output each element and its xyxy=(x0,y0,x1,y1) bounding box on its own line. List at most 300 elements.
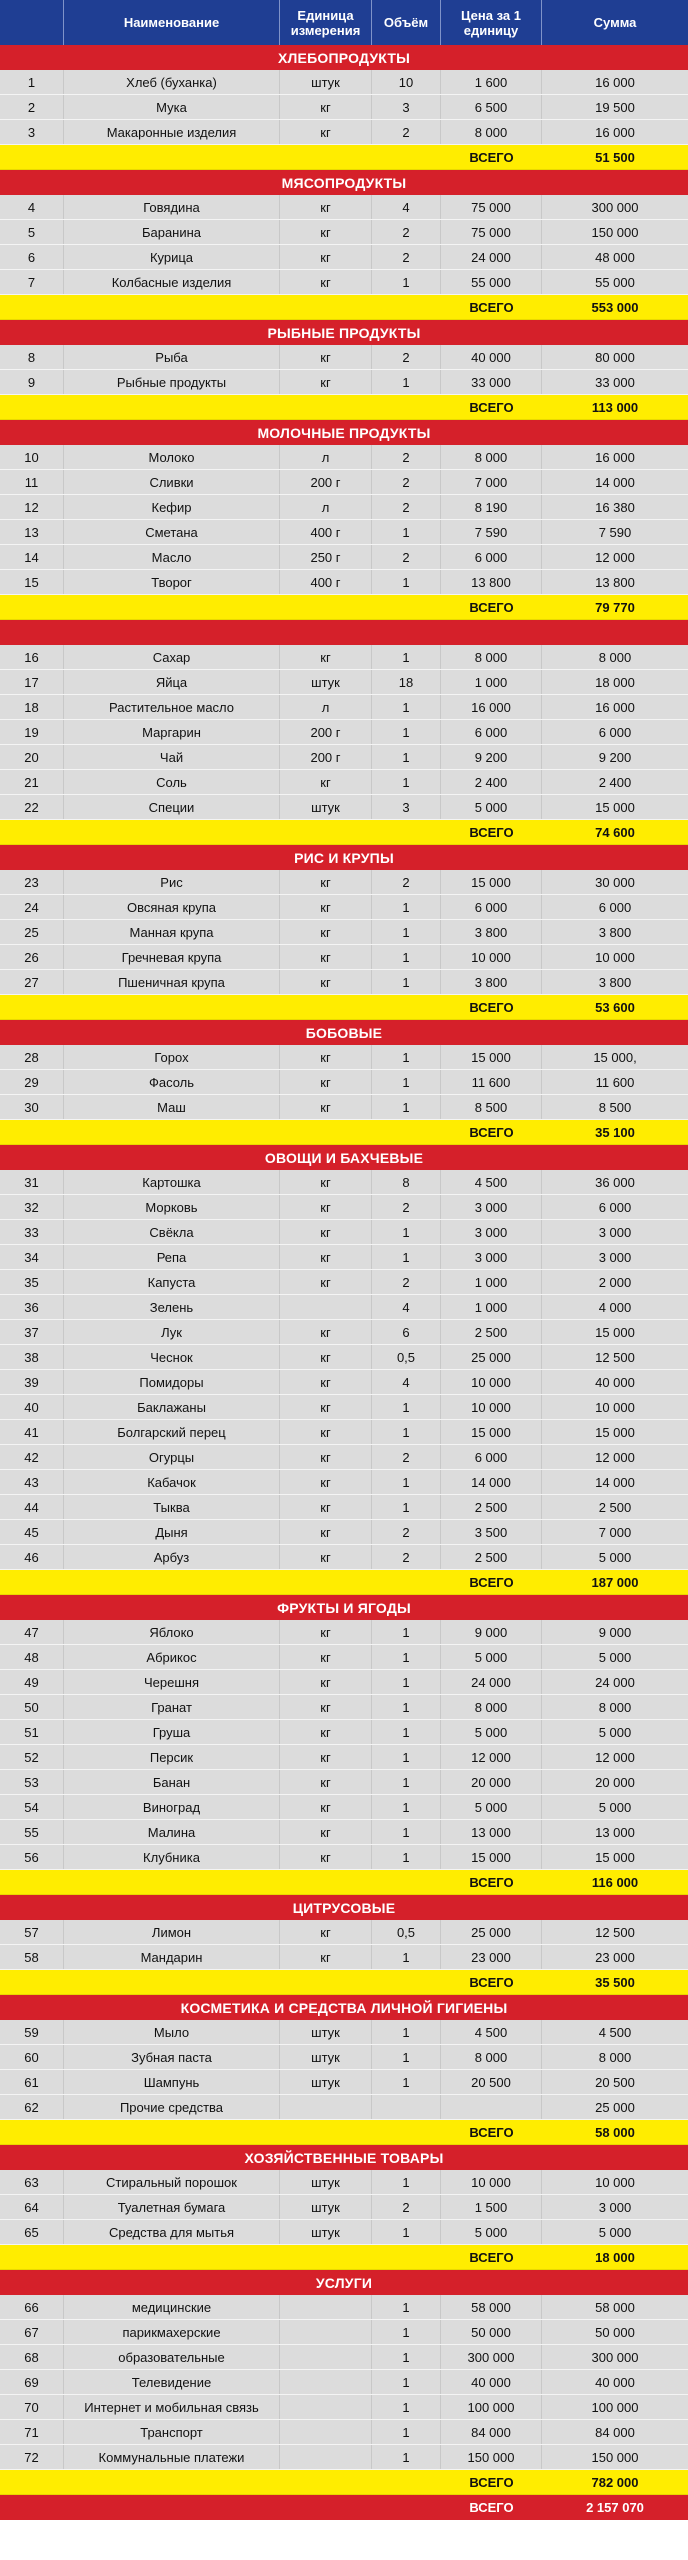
item-sum: 100 000 xyxy=(591,2399,639,2415)
item-unit: кг xyxy=(280,1945,372,1969)
item-sum: 55 000 xyxy=(595,274,635,290)
item-num: 70 xyxy=(0,2395,64,2419)
item-num: 46 xyxy=(0,1545,64,1569)
item-name: Зелень xyxy=(64,1295,280,1319)
item-qty: 1 xyxy=(372,2420,441,2444)
item-num: 45 xyxy=(0,1520,64,1544)
item-price: 5 000 xyxy=(441,2220,542,2244)
item-num: 28 xyxy=(0,1045,64,1069)
item-sum: 11 600 xyxy=(595,1074,635,1090)
section-total-value: 35 500 xyxy=(595,1974,635,1990)
table-row xyxy=(0,570,688,595)
grand-total-row xyxy=(0,2495,688,2520)
section-total-value: 553 000 xyxy=(591,299,639,315)
section-total-row xyxy=(0,1870,688,1895)
item-sum: 6 000 xyxy=(598,724,632,740)
item-price: 1 000 xyxy=(441,670,542,694)
item-name: Репа xyxy=(64,1245,280,1269)
item-num: 44 xyxy=(0,1495,64,1519)
item-qty: 4 xyxy=(372,1295,441,1319)
item-num: 72 xyxy=(0,2445,64,2469)
item-price: 3 000 xyxy=(441,1195,542,1219)
item-sum: 33 000 xyxy=(595,374,635,390)
item-sum: 14 000 xyxy=(595,1474,635,1490)
item-sum: 12 000 xyxy=(595,1449,635,1465)
item-name: Клубника xyxy=(64,1845,280,1869)
item-name: Мыло xyxy=(64,2020,280,2044)
item-name: Рис xyxy=(64,870,280,894)
item-num: 24 xyxy=(0,895,64,919)
item-qty: 2 xyxy=(372,1545,441,1569)
category-header: ХОЗЯЙСТВЕННЫЕ ТОВАРЫ xyxy=(0,2145,688,2170)
item-qty: 2 xyxy=(372,870,441,894)
section-total-label: ВСЕГО xyxy=(469,2249,514,2265)
item-num: 13 xyxy=(0,520,64,544)
item-qty: 1 xyxy=(372,920,441,944)
item-name: Сметана xyxy=(64,520,280,544)
item-sum: 19 500 xyxy=(595,99,635,115)
item-num: 49 xyxy=(0,1670,64,1694)
item-num: 9 xyxy=(0,370,64,394)
item-unit: кг xyxy=(280,120,372,144)
item-price: 55 000 xyxy=(441,270,542,294)
table-row xyxy=(0,1720,688,1745)
item-name: Курица xyxy=(64,245,280,269)
item-num: 67 xyxy=(0,2320,64,2344)
table-row xyxy=(0,1545,688,1570)
item-qty: 1 xyxy=(372,2345,441,2369)
item-name: Манная крупа xyxy=(64,920,280,944)
item-unit: штук xyxy=(280,2195,372,2219)
item-qty: 1 xyxy=(372,2395,441,2419)
item-unit: кг xyxy=(280,220,372,244)
item-num: 16 xyxy=(0,645,64,669)
item-price: 25 000 xyxy=(441,1345,542,1369)
item-name: Хлеб (буханка) xyxy=(64,70,280,94)
item-sum: 150 000 xyxy=(591,224,639,240)
item-qty: 10 xyxy=(372,70,441,94)
item-name: Яблоко xyxy=(64,1620,280,1644)
item-qty: 2 xyxy=(372,1270,441,1294)
item-num: 34 xyxy=(0,1245,64,1269)
table-row xyxy=(0,870,688,895)
category-header xyxy=(0,620,688,645)
table-row xyxy=(0,1495,688,1520)
item-num: 3 xyxy=(0,120,64,144)
table-row xyxy=(0,1045,688,1070)
item-unit: кг xyxy=(280,1820,372,1844)
item-name: Коммунальные платежи xyxy=(64,2445,280,2469)
item-name: Банан xyxy=(64,1770,280,1794)
item-price: 10 000 xyxy=(441,1370,542,1394)
item-num: 11 xyxy=(0,470,64,494)
item-qty: 1 xyxy=(372,2370,441,2394)
item-sum: 9 200 xyxy=(598,749,632,765)
item-price: 8 190 xyxy=(441,495,542,519)
table-row xyxy=(0,1245,688,1270)
item-price: 5 000 xyxy=(441,795,542,819)
table-row xyxy=(0,245,688,270)
item-price: 5 000 xyxy=(441,1645,542,1669)
item-price: 1 600 xyxy=(441,70,542,94)
item-unit: кг xyxy=(280,1370,372,1394)
item-unit: кг xyxy=(280,1270,372,1294)
item-qty xyxy=(372,2095,441,2119)
table-row xyxy=(0,970,688,995)
item-unit xyxy=(280,2370,372,2394)
item-num: 33 xyxy=(0,1220,64,1244)
table-row xyxy=(0,2445,688,2470)
item-unit: кг xyxy=(280,1420,372,1444)
item-num: 31 xyxy=(0,1170,64,1194)
item-num: 23 xyxy=(0,870,64,894)
item-name: Интернет и мобильная связь xyxy=(64,2395,280,2419)
item-unit: л xyxy=(280,695,372,719)
table-header xyxy=(0,0,688,45)
section-total-value: 35 100 xyxy=(595,1124,635,1140)
item-num: 15 xyxy=(0,570,64,594)
item-sum: 16 000 xyxy=(595,124,635,140)
item-price: 20 000 xyxy=(441,1770,542,1794)
item-unit: кг xyxy=(280,1620,372,1644)
item-price: 11 600 xyxy=(441,1070,542,1094)
item-name: Соль xyxy=(64,770,280,794)
table-row xyxy=(0,70,688,95)
item-num: 53 xyxy=(0,1770,64,1794)
item-num: 39 xyxy=(0,1370,64,1394)
item-num: 36 xyxy=(0,1295,64,1319)
item-name: Говядина xyxy=(64,195,280,219)
item-price: 8 000 xyxy=(441,1695,542,1719)
section-total-row xyxy=(0,395,688,420)
section-total-label: ВСЕГО xyxy=(469,1974,514,1990)
item-num: 57 xyxy=(0,1920,64,1944)
table-row xyxy=(0,270,688,295)
item-qty: 1 xyxy=(372,520,441,544)
item-sum: 5 000 xyxy=(598,2224,632,2240)
section-total-label: ВСЕГО xyxy=(469,1874,514,1890)
table-row xyxy=(0,1470,688,1495)
category-header: ЦИТРУСОВЫЕ xyxy=(0,1895,688,1920)
item-name: Шампунь xyxy=(64,2070,280,2094)
item-sum: 8 500 xyxy=(598,1099,632,1115)
item-num: 41 xyxy=(0,1420,64,1444)
section-total-label: ВСЕГО xyxy=(469,299,514,315)
table-row xyxy=(0,1820,688,1845)
item-unit: кг xyxy=(280,1470,372,1494)
item-qty: 1 xyxy=(372,2445,441,2469)
item-sum: 30 000 xyxy=(595,874,635,890)
item-num: 58 xyxy=(0,1945,64,1969)
item-sum: 36 000 xyxy=(595,1174,635,1190)
item-sum: 15 000 xyxy=(595,1424,635,1440)
item-qty: 1 xyxy=(372,2220,441,2244)
item-qty: 1 xyxy=(372,895,441,919)
item-name: Баранина xyxy=(64,220,280,244)
item-price: 3 000 xyxy=(441,1245,542,1269)
item-sum: 13 800 xyxy=(595,574,635,590)
item-name: Арбуз xyxy=(64,1545,280,1569)
item-qty: 4 xyxy=(372,1370,441,1394)
item-num: 64 xyxy=(0,2195,64,2219)
section-total-label: ВСЕГО xyxy=(469,999,514,1015)
item-unit xyxy=(280,2095,372,2119)
item-price: 33 000 xyxy=(441,370,542,394)
item-unit: 200 г xyxy=(280,720,372,744)
category-header: РИС И КРУПЫ xyxy=(0,845,688,870)
item-sum: 3 800 xyxy=(598,924,632,940)
item-price: 24 000 xyxy=(441,1670,542,1694)
table-row xyxy=(0,2020,688,2045)
col-sum-header: Сумма xyxy=(593,15,637,30)
item-sum: 4 000 xyxy=(598,1299,632,1315)
item-qty: 4 xyxy=(372,195,441,219)
item-num: 66 xyxy=(0,2295,64,2319)
item-sum: 3 800 xyxy=(598,974,632,990)
item-unit: кг xyxy=(280,1695,372,1719)
item-num: 6 xyxy=(0,245,64,269)
item-qty: 2 xyxy=(372,2195,441,2219)
item-qty: 3 xyxy=(372,95,441,119)
item-num: 18 xyxy=(0,695,64,719)
table-row xyxy=(0,2045,688,2070)
item-qty: 1 xyxy=(372,695,441,719)
item-num: 32 xyxy=(0,1195,64,1219)
table-row xyxy=(0,1920,688,1945)
item-name: Баклажаны xyxy=(64,1395,280,1419)
section-total-label: ВСЕГО xyxy=(469,2124,514,2140)
item-unit: кг xyxy=(280,1070,372,1094)
item-name: Колбасные изделия xyxy=(64,270,280,294)
table-row xyxy=(0,120,688,145)
item-price: 84 000 xyxy=(441,2420,542,2444)
item-unit: кг xyxy=(280,970,372,994)
category-header: ХЛЕБОПРОДУКТЫ xyxy=(0,45,688,70)
item-price: 16 000 xyxy=(441,695,542,719)
item-qty: 0,5 xyxy=(372,1920,441,1944)
item-unit: штук xyxy=(280,795,372,819)
section-total-value: 74 600 xyxy=(595,824,635,840)
item-num: 50 xyxy=(0,1695,64,1719)
item-name: Мандарин xyxy=(64,1945,280,1969)
item-qty: 1 xyxy=(372,1945,441,1969)
item-qty: 1 xyxy=(372,370,441,394)
item-unit: кг xyxy=(280,770,372,794)
table-row xyxy=(0,945,688,970)
item-sum: 23 000 xyxy=(595,1949,635,1965)
item-sum: 8 000 xyxy=(598,1699,632,1715)
item-num: 38 xyxy=(0,1345,64,1369)
item-price: 14 000 xyxy=(441,1470,542,1494)
item-name: Сахар xyxy=(64,645,280,669)
item-num: 29 xyxy=(0,1070,64,1094)
item-num: 8 xyxy=(0,345,64,369)
item-qty: 1 xyxy=(372,1645,441,1669)
item-unit: кг xyxy=(280,270,372,294)
item-qty: 2 xyxy=(372,545,441,569)
table-row xyxy=(0,1295,688,1320)
item-name: Телевидение xyxy=(64,2370,280,2394)
grand-total-value: 2 157 070 xyxy=(586,2500,644,2515)
item-unit: кг xyxy=(280,95,372,119)
item-num: 40 xyxy=(0,1395,64,1419)
item-num: 54 xyxy=(0,1795,64,1819)
section-total-row xyxy=(0,1970,688,1995)
item-qty: 2 xyxy=(372,1445,441,1469)
item-price: 6 000 xyxy=(441,1445,542,1469)
item-name: Груша xyxy=(64,1720,280,1744)
item-sum: 20 000 xyxy=(595,1774,635,1790)
item-qty: 3 xyxy=(372,795,441,819)
item-qty: 1 xyxy=(372,1820,441,1844)
item-num: 61 xyxy=(0,2070,64,2094)
table-row xyxy=(0,95,688,120)
item-num: 43 xyxy=(0,1470,64,1494)
item-qty: 2 xyxy=(372,445,441,469)
item-sum: 5 000 xyxy=(598,1799,632,1815)
item-unit: штук xyxy=(280,2020,372,2044)
item-sum: 6 000 xyxy=(598,1199,632,1215)
item-unit: кг xyxy=(280,1520,372,1544)
table-row xyxy=(0,1695,688,1720)
item-qty: 2 xyxy=(372,1520,441,1544)
table-row xyxy=(0,1095,688,1120)
item-unit xyxy=(280,2295,372,2319)
item-name: Фасоль xyxy=(64,1070,280,1094)
item-qty: 1 xyxy=(372,1420,441,1444)
item-sum: 7 000 xyxy=(598,1524,632,1540)
item-price: 12 000 xyxy=(441,1745,542,1769)
table-row xyxy=(0,2420,688,2445)
section-total-value: 187 000 xyxy=(591,1574,639,1590)
item-name: Молоко xyxy=(64,445,280,469)
item-unit xyxy=(280,2445,372,2469)
item-qty: 2 xyxy=(372,220,441,244)
item-qty: 1 xyxy=(372,1070,441,1094)
item-name: парикмахерские xyxy=(64,2320,280,2344)
table-row xyxy=(0,1845,688,1870)
item-sum: 2 000 xyxy=(598,1274,632,1290)
item-price: 8 500 xyxy=(441,1095,542,1119)
item-sum: 13 000 xyxy=(595,1824,635,1840)
item-sum: 16 000 xyxy=(595,449,635,465)
item-sum: 16 000 xyxy=(595,699,635,715)
item-unit: штук xyxy=(280,2045,372,2069)
item-num: 19 xyxy=(0,720,64,744)
table-row xyxy=(0,1770,688,1795)
item-sum: 300 000 xyxy=(591,2349,639,2365)
item-name: Стиральный порошок xyxy=(64,2170,280,2194)
item-sum: 9 000 xyxy=(598,1624,632,1640)
item-unit: 200 г xyxy=(280,470,372,494)
item-sum: 2 400 xyxy=(598,774,632,790)
item-unit xyxy=(280,1295,372,1319)
item-sum: 40 000 xyxy=(595,1374,635,1390)
item-sum: 16 000 xyxy=(595,74,635,90)
section-total-row xyxy=(0,820,688,845)
item-unit: штук xyxy=(280,2070,372,2094)
table-row xyxy=(0,345,688,370)
item-unit: кг xyxy=(280,1445,372,1469)
item-unit: кг xyxy=(280,1170,372,1194)
col-unit-header: Единица измерения xyxy=(280,0,372,45)
item-price: 4 500 xyxy=(441,2020,542,2044)
table-row xyxy=(0,2070,688,2095)
item-unit: кг xyxy=(280,1545,372,1569)
item-sum: 15 000 xyxy=(595,1849,635,1865)
item-num: 63 xyxy=(0,2170,64,2194)
item-price: 3 800 xyxy=(441,920,542,944)
table-row xyxy=(0,1070,688,1095)
item-qty: 1 xyxy=(372,2320,441,2344)
table-row xyxy=(0,1520,688,1545)
item-num: 12 xyxy=(0,495,64,519)
item-sum: 20 500 xyxy=(595,2074,635,2090)
grand-total-label: ВСЕГО xyxy=(469,2500,514,2515)
item-sum: 8 000 xyxy=(598,2049,632,2065)
item-qty: 2 xyxy=(372,470,441,494)
table-row xyxy=(0,1745,688,1770)
section-total-row xyxy=(0,2470,688,2495)
item-num: 21 xyxy=(0,770,64,794)
item-qty: 2 xyxy=(372,345,441,369)
item-qty: 1 xyxy=(372,1795,441,1819)
item-unit: кг xyxy=(280,1320,372,1344)
item-price: 100 000 xyxy=(441,2395,542,2419)
item-name: Чеснок xyxy=(64,1345,280,1369)
item-name: Тыква xyxy=(64,1495,280,1519)
item-sum: 12 500 xyxy=(595,1924,635,1940)
table-row xyxy=(0,2370,688,2395)
item-name: Сливки xyxy=(64,470,280,494)
category-header: БОБОВЫЕ xyxy=(0,1020,688,1045)
item-num: 71 xyxy=(0,2420,64,2444)
item-qty: 18 xyxy=(372,670,441,694)
item-qty: 0,5 xyxy=(372,1345,441,1369)
table-row xyxy=(0,2320,688,2345)
item-price: 15 000 xyxy=(441,870,542,894)
item-name: Мука xyxy=(64,95,280,119)
item-price: 10 000 xyxy=(441,1395,542,1419)
item-sum: 50 000 xyxy=(595,2324,635,2340)
category-header: МОЛОЧНЫЕ ПРОДУКТЫ xyxy=(0,420,688,445)
item-sum: 6 000 xyxy=(598,899,632,915)
item-sum: 5 000 xyxy=(598,1649,632,1665)
item-name: Абрикос xyxy=(64,1645,280,1669)
item-unit: 250 г xyxy=(280,545,372,569)
item-sum: 12 000 xyxy=(595,549,635,565)
table-row xyxy=(0,495,688,520)
item-unit: л xyxy=(280,445,372,469)
section-total-label: ВСЕГО xyxy=(469,2474,514,2490)
item-name: Персик xyxy=(64,1745,280,1769)
item-num: 7 xyxy=(0,270,64,294)
item-unit: кг xyxy=(280,1845,372,1869)
item-num: 52 xyxy=(0,1745,64,1769)
item-sum: 3 000 xyxy=(598,1249,632,1265)
item-qty: 1 xyxy=(372,1045,441,1069)
section-total-value: 58 000 xyxy=(595,2124,635,2140)
item-sum: 2 500 xyxy=(598,1499,632,1515)
section-total-row xyxy=(0,595,688,620)
item-num: 60 xyxy=(0,2045,64,2069)
table-row xyxy=(0,895,688,920)
item-unit: 400 г xyxy=(280,520,372,544)
item-price: 40 000 xyxy=(441,2370,542,2394)
item-num: 14 xyxy=(0,545,64,569)
item-qty: 1 xyxy=(372,645,441,669)
item-num: 42 xyxy=(0,1445,64,1469)
